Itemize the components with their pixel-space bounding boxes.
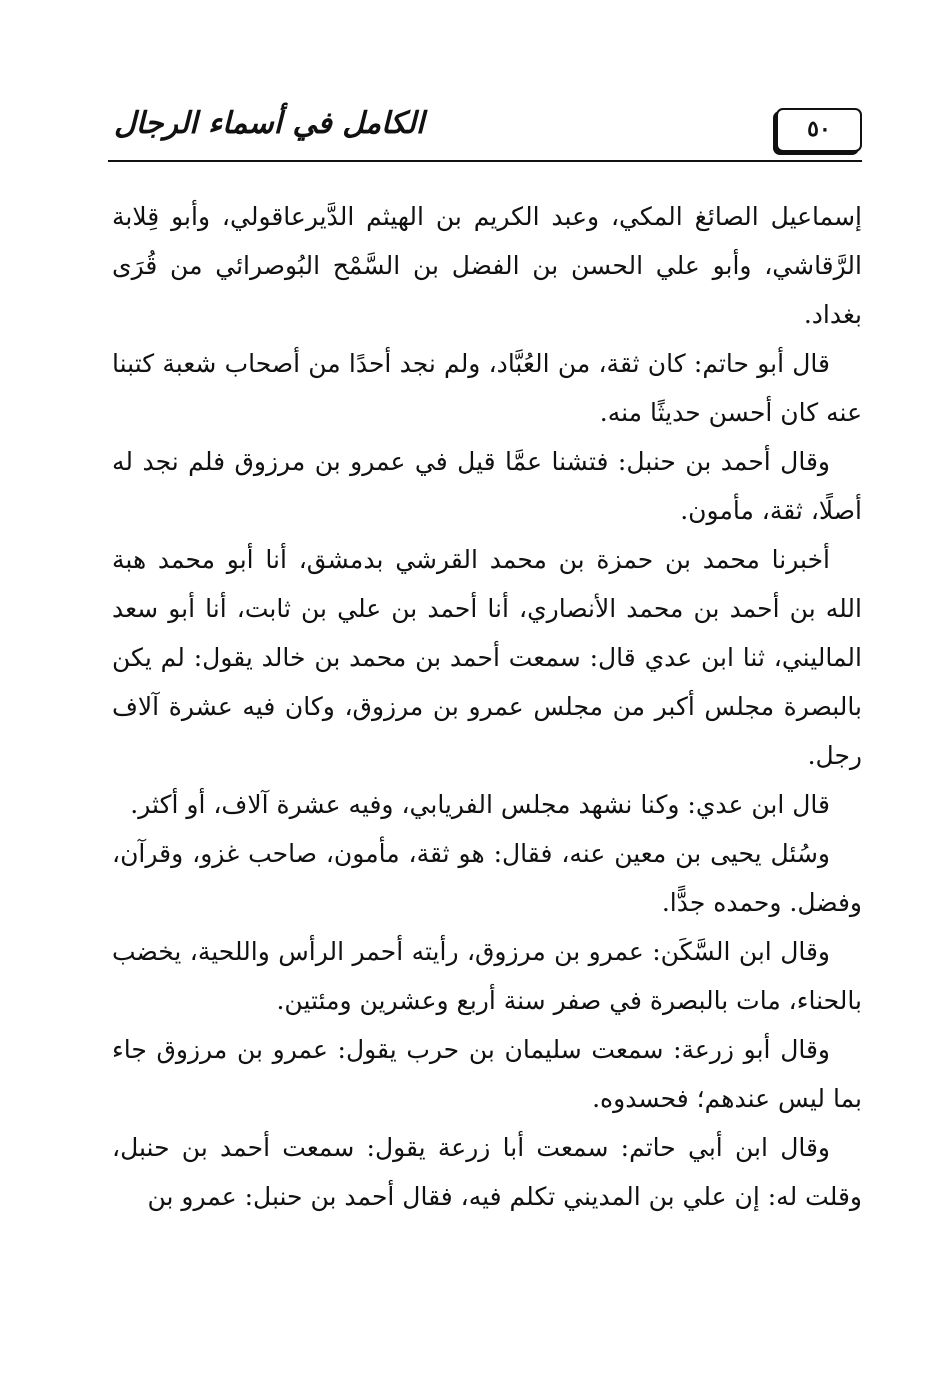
header-rule xyxy=(108,160,862,162)
page-header xyxy=(108,100,862,162)
paragraph-5: قال ابن عدي: وكنا نشهد مجلس الفريابي، وفيه عشرة آلاف، أو أكثر. xyxy=(130,790,830,819)
page-number: ٥٠ xyxy=(776,108,862,152)
paragraph-7: وقال ابن السَّكَن: عمرو بن مرزوق، رأيته أحمر الرأس واللحية، يخضب بالحناء، مات بالبصرة في صفر سنة أربع وعشرين ومئتين. xyxy=(112,937,862,1015)
paragraph-2: قال أبو حاتم: كان ثقة، من العُبَّاد، ولم نجد أحدًا من أصحاب شعبة كتبنا عنه كان أحسن حديثًا منه. xyxy=(112,349,862,427)
page-body xyxy=(112,192,862,1221)
paragraph-9: وقال ابن أبي حاتم: سمعت أبا زرعة يقول: سمعت أحمد بن حنبل، وقلت له: إن علي بن المديني تكلم فيه، فقال أحمد بن حنبل: عمرو بن xyxy=(112,1133,862,1211)
paragraph-6: وسُئل يحيى بن معين عنه، فقال: هو ثقة، مأمون، صاحب غزو، وقرآن، وفضل. وحمده جدًّا. xyxy=(112,839,862,917)
paragraph-3: وقال أحمد بن حنبل: فتشنا عمَّا قيل في عمرو بن مرزوق فلم نجد له أصلًا، ثقة، مأمون. xyxy=(112,447,862,525)
paragraph-1: إسماعيل الصائغ المكي، وعبد الكريم بن الهيثم الدَّيرعاقولي، وأبو قِلابة الرَّقاشي، وأبو علي الحسن بن الفضل بن السَّمْح البُوصرائي من قُرَى بغداد. xyxy=(112,202,862,329)
book-title: الكامل في أسماء الرجال xyxy=(114,106,425,141)
paragraph-8: وقال أبو زرعة: سمعت سليمان بن حرب يقول: عمرو بن مرزوق جاء بما ليس عندهم؛ فحسدوه. xyxy=(112,1035,862,1113)
paragraph-4: أخبرنا محمد بن حمزة بن محمد القرشي بدمشق، أنا أبو محمد هبة الله بن أحمد بن محمد الأنصاري، أنا أحمد بن علي بن ثابت، أنا أبو سعد الماليني، ثنا ابن عدي قال: سمعت أحمد بن محمد بن خالد يقول: لم يكن بالبصرة مجلس أكبر من مجلس عمرو بن مرزوق، وكان فيه عشرة آلاف رجل. xyxy=(112,545,862,770)
